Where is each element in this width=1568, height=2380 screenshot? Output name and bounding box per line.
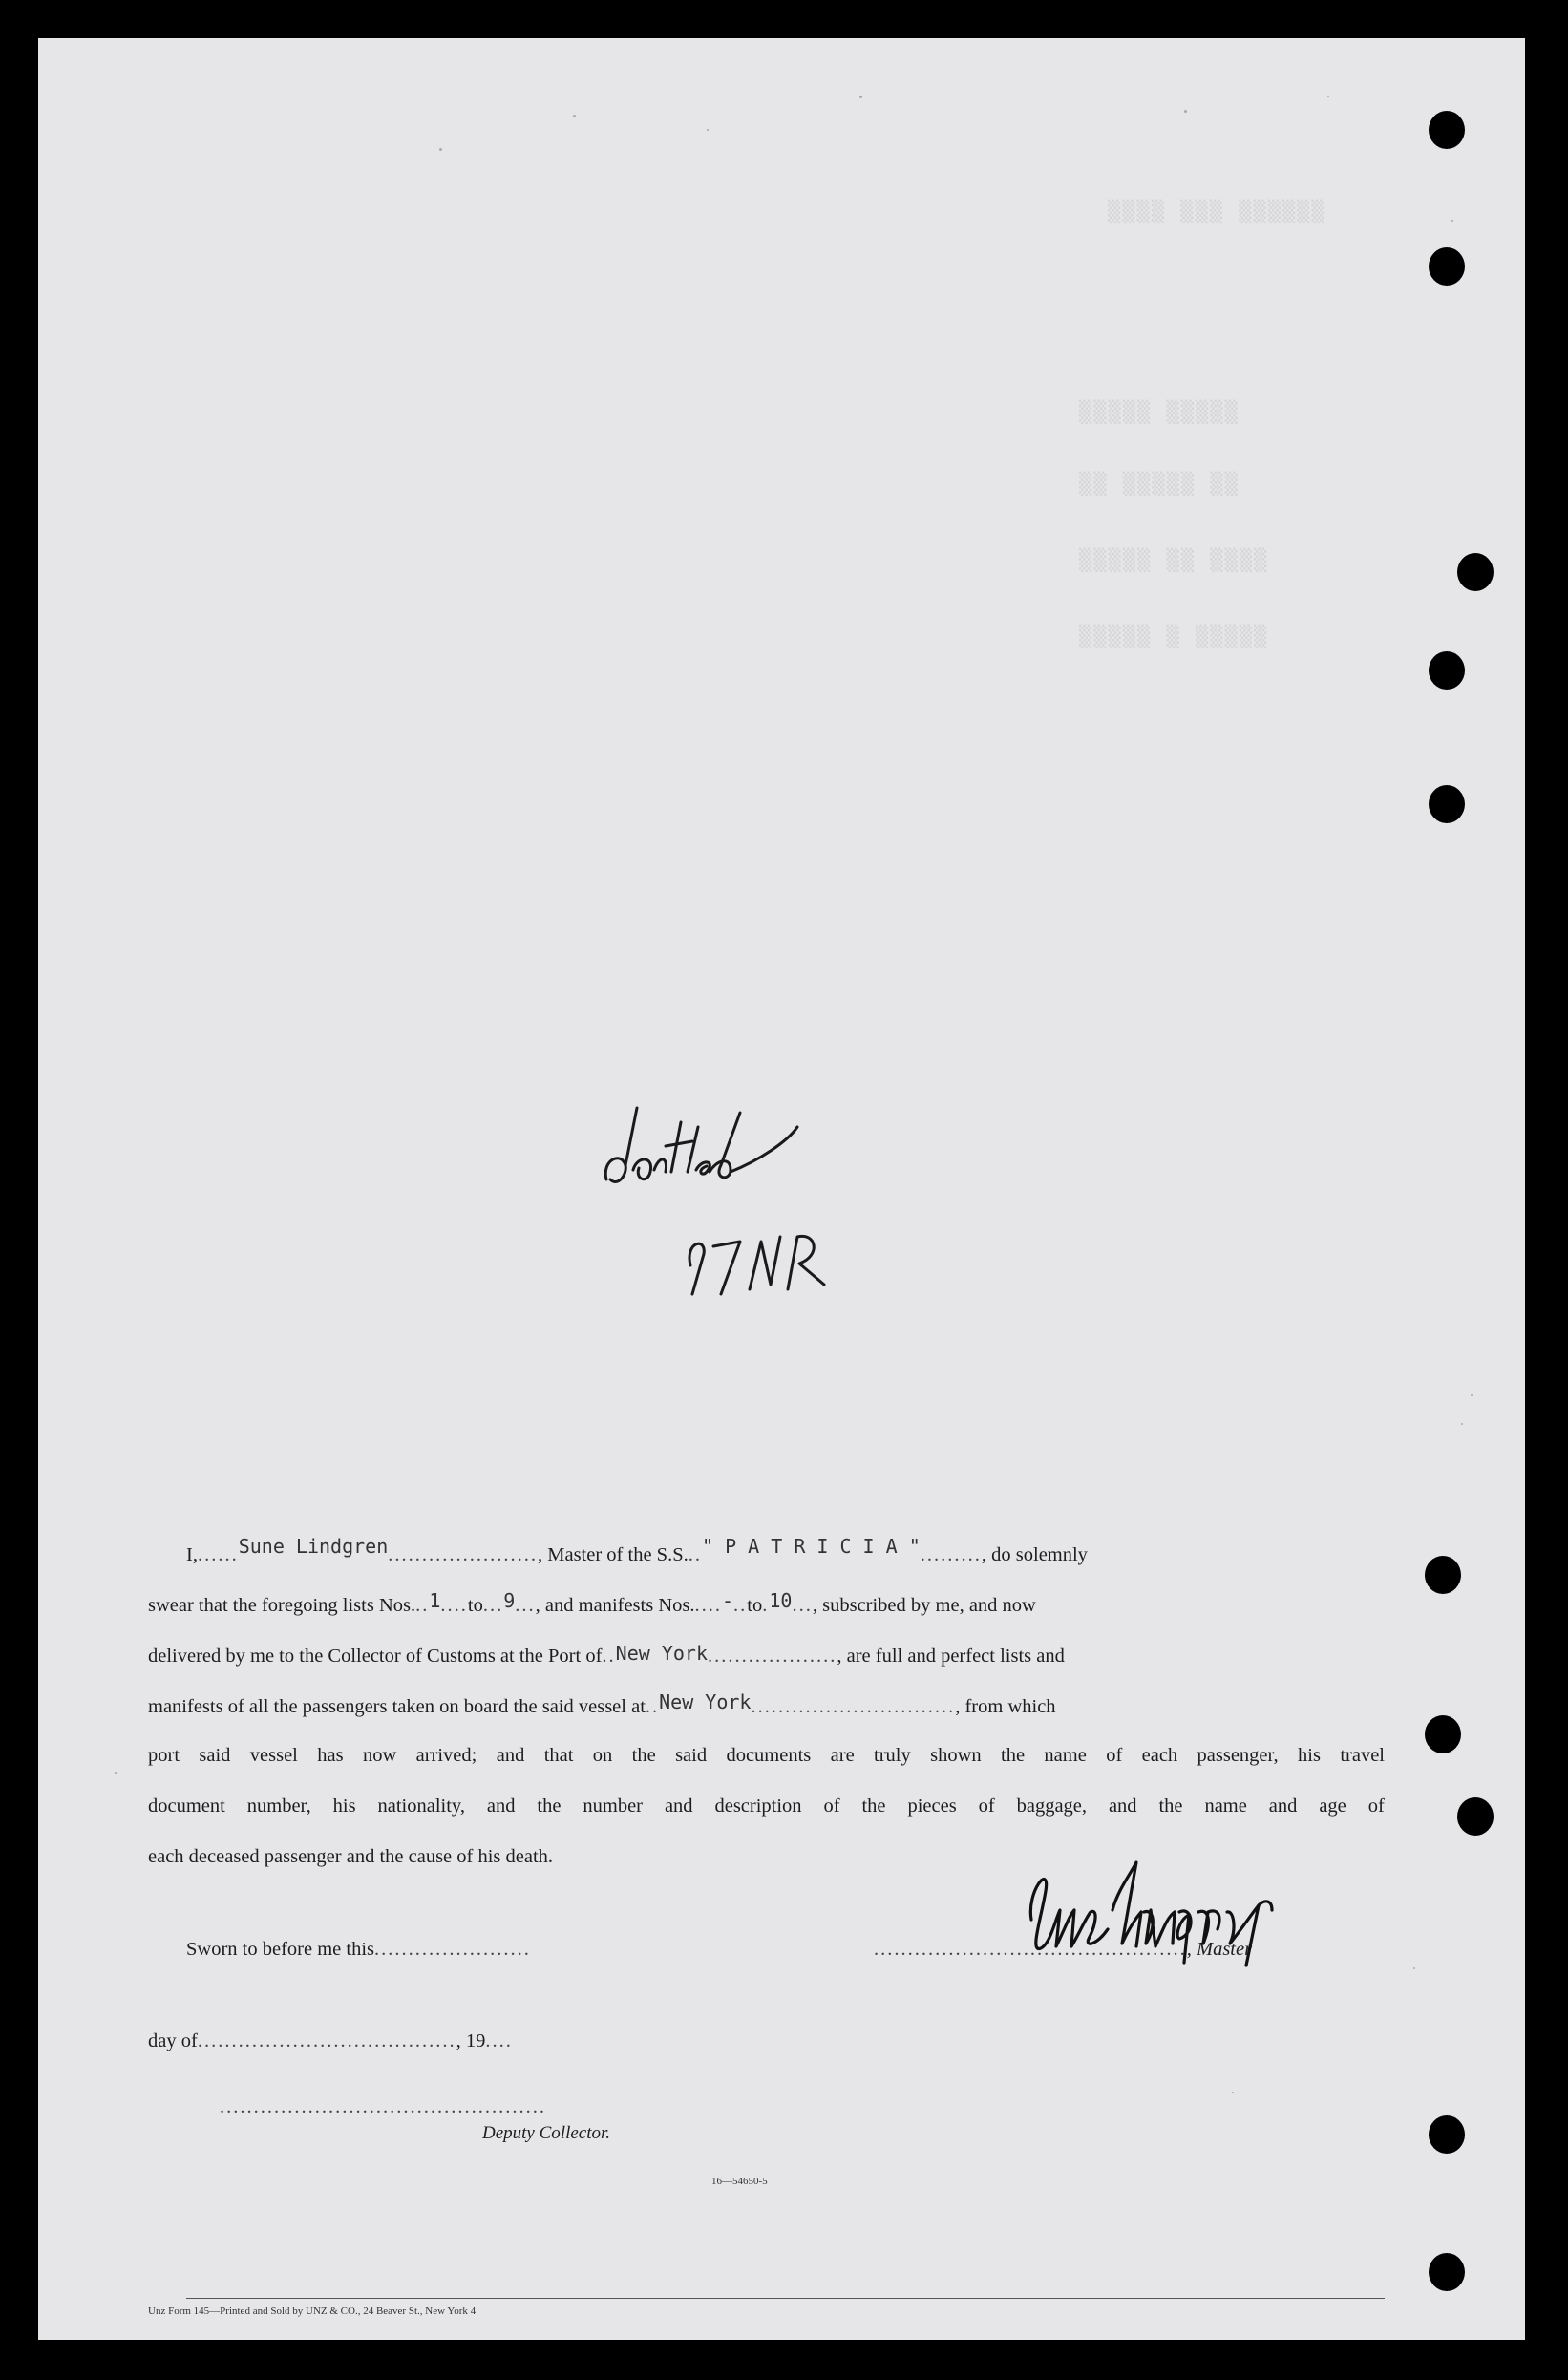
- oath-word: has: [317, 1745, 344, 1766]
- document-page: [38, 38, 1525, 2340]
- imprint-text: Unz Form 145—Printed and Sold by UNZ & CO., 24 Beaver St., New York 4: [148, 2306, 477, 2317]
- oath-text: , Master of the S.S.: [538, 1544, 689, 1565]
- oath-word: his: [332, 1796, 356, 1817]
- oath-word: of: [823, 1796, 840, 1817]
- oath-word: truly: [874, 1745, 911, 1766]
- oath-word: of: [978, 1796, 995, 1817]
- punch-hole: [1457, 1797, 1494, 1836]
- footer-rule: [186, 2298, 1385, 2299]
- oath-word: number: [583, 1796, 644, 1817]
- oath-word: documents: [726, 1745, 812, 1766]
- speck: [1471, 1394, 1473, 1396]
- oath-word: description: [714, 1796, 802, 1817]
- oath-line-5: [148, 1745, 1385, 1767]
- oath-text: to: [747, 1595, 763, 1616]
- oath-word: said: [675, 1745, 708, 1766]
- port-of-arrival-field: New York: [615, 1642, 708, 1665]
- ship-name-field: " P A T R I C I A ": [701, 1535, 921, 1558]
- sworn-line: Sworn to before me this.......................: [186, 1939, 531, 1960]
- oath-text: , subscribed by me, and now: [812, 1595, 1036, 1616]
- oath-word: name: [1204, 1796, 1247, 1817]
- day-of-text: day of: [148, 2030, 198, 2051]
- oath-word: the: [537, 1796, 562, 1817]
- oath-line-4: manifests of all the passengers taken on board the said vessel at..New York.............................., from which: [148, 1690, 1056, 1717]
- oath-line-1: I,......Sune Lindgren......................, Master of the S.S..." P A T R I C I A "........., do solemnly: [186, 1535, 1088, 1565]
- punch-hole: [1425, 1715, 1461, 1753]
- oath-word: the: [1158, 1796, 1183, 1817]
- oath-word: nationality,: [377, 1796, 465, 1817]
- deputy-dotted-line: ................................................: [220, 2096, 546, 2117]
- oath-word: each: [1141, 1745, 1178, 1766]
- punch-hole: [1425, 1556, 1461, 1594]
- oath-word: name: [1044, 1745, 1087, 1766]
- oath-text: , from which: [955, 1696, 1056, 1717]
- oath-word: and: [664, 1796, 693, 1817]
- oath-word: said: [199, 1745, 231, 1766]
- oath-word: number,: [246, 1796, 311, 1817]
- oath-word: his: [1298, 1745, 1321, 1766]
- oath-text: , and manifests Nos.: [535, 1595, 695, 1616]
- punch-hole: [1429, 785, 1465, 823]
- oath-word: shown: [930, 1745, 982, 1766]
- form-number: 16—54650-5: [711, 2176, 768, 2187]
- bleed-through-text: ▒▒▒▒▒ ▒▒▒▒▒: [1079, 401, 1240, 425]
- oath-text: , are full and perfect lists and: [837, 1646, 1065, 1667]
- lists-to-field: 9: [503, 1589, 516, 1612]
- speck: [859, 96, 862, 98]
- day-of-line: day of......................................, 19....: [148, 2030, 513, 2051]
- punch-hole: [1429, 2115, 1465, 2154]
- oath-line-3: delivered by me to the Collector of Customs at the Port of..New York..................., are full and perfect lists and: [148, 1642, 1065, 1667]
- handwritten-annotation: [597, 1103, 845, 1294]
- speck: [1184, 110, 1187, 113]
- year-text: , 19: [456, 2030, 486, 2051]
- speck: [1413, 1967, 1415, 1969]
- oath-line-2: swear that the foregoing lists Nos...1....to...9..., and manifests Nos.....-..to.10..., subscribed by me, and now: [148, 1589, 1036, 1616]
- oath-word: document: [148, 1796, 225, 1817]
- speck: [439, 148, 442, 151]
- oath-word: port: [148, 1745, 180, 1766]
- oath-text: delivered by me to the Collector of Customs at the Port of: [148, 1646, 603, 1667]
- oath-word: the: [1001, 1745, 1026, 1766]
- oath-text: I,: [186, 1544, 198, 1565]
- punch-hole: [1429, 2253, 1465, 2291]
- oath-word: and: [486, 1796, 516, 1817]
- oath-word: now: [362, 1745, 397, 1766]
- oath-text: manifests of all the passengers taken on board the said vessel at: [148, 1696, 646, 1717]
- oath-word: of: [1367, 1796, 1385, 1817]
- bleed-through-text: ▒▒ ▒▒▒▒▒ ▒▒: [1079, 473, 1240, 497]
- oath-line-7: each deceased passenger and the cause of his death.: [148, 1846, 554, 1867]
- oath-word: that: [543, 1745, 574, 1766]
- speck: [1327, 96, 1329, 97]
- oath-word: of: [1106, 1745, 1123, 1766]
- bleed-through-text: ▒▒▒▒▒ ▒▒ ▒▒▒▒: [1079, 549, 1269, 573]
- oath-word: arrived;: [415, 1745, 477, 1766]
- oath-word: age: [1319, 1796, 1346, 1817]
- port-of-departure-field: New York: [659, 1690, 752, 1713]
- oath-word: vessel: [249, 1745, 298, 1766]
- punch-hole: [1457, 553, 1494, 591]
- oath-text: , do solemnly: [981, 1544, 1088, 1565]
- oath-word: the: [631, 1745, 656, 1766]
- oath-word: pieces: [907, 1796, 957, 1817]
- oath-word: travel: [1340, 1745, 1385, 1766]
- oath-word: are: [830, 1745, 855, 1766]
- oath-text: swear that the foregoing lists Nos.: [148, 1595, 416, 1616]
- master-signature-line: .............................................., Master: [874, 1939, 1253, 1960]
- speck: [707, 129, 709, 131]
- speck: [1232, 2092, 1234, 2093]
- master-signature: [1022, 1853, 1299, 1967]
- punch-hole: [1429, 651, 1465, 690]
- oath-word: and: [1108, 1796, 1137, 1817]
- speck: [115, 1772, 117, 1774]
- manifests-from-field: -: [722, 1589, 734, 1612]
- bleed-through-text: ▒▒▒▒ ▒▒▒ ▒▒▒▒▒▒: [1108, 201, 1326, 224]
- master-name-field: Sune Lindgren: [238, 1535, 389, 1558]
- oath-line-6: [148, 1796, 1385, 1817]
- oath-word: and: [1268, 1796, 1298, 1817]
- oath-word: and: [496, 1745, 525, 1766]
- oath-word: baggage,: [1016, 1796, 1088, 1817]
- sworn-text: Sworn to before me this: [186, 1939, 374, 1960]
- deputy-collector-label: Deputy Collector.: [482, 2123, 611, 2143]
- oath-word: on: [592, 1745, 613, 1766]
- master-label: , Master: [1186, 1939, 1253, 1960]
- punch-hole: [1429, 247, 1465, 286]
- bleed-through-text: ▒▒▒▒▒ ▒ ▒▒▒▒▒: [1079, 626, 1269, 649]
- speck: [573, 115, 576, 117]
- manifests-to-field: 10: [769, 1589, 793, 1612]
- oath-word: passenger,: [1197, 1745, 1279, 1766]
- oath-word: the: [861, 1796, 886, 1817]
- speck: [1451, 220, 1453, 222]
- punch-hole: [1429, 111, 1465, 149]
- lists-from-field: 1: [429, 1589, 441, 1612]
- oath-text: to: [467, 1595, 483, 1616]
- speck: [1461, 1423, 1463, 1425]
